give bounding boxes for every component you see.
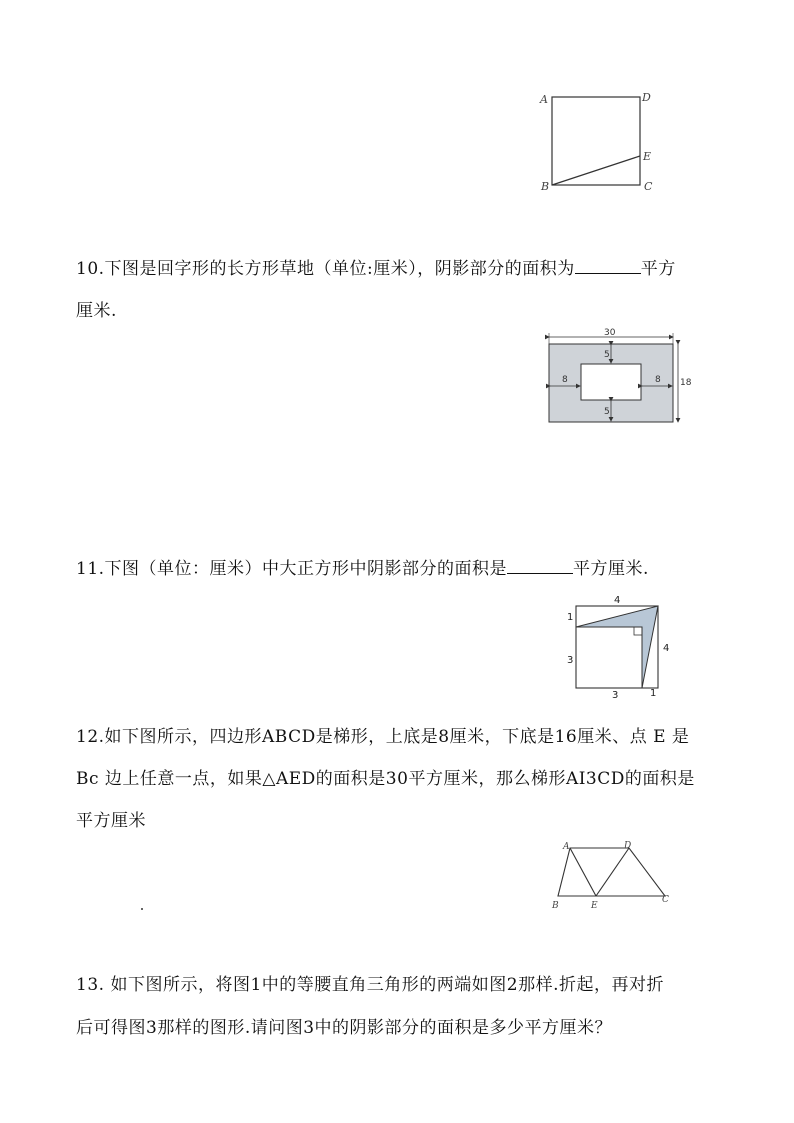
label-c: C: [662, 895, 669, 905]
label-top: 4: [614, 595, 621, 606]
question-12-line-1: 12.如下图所示，四边形ABCD是梯形，上底是8厘米，下底是16厘米、点 E 是: [76, 727, 690, 747]
rectangle-frame-figure: [540, 326, 690, 428]
question-11-text-unit: 平方厘米.: [573, 559, 649, 579]
square-shaded-figure: [562, 592, 682, 702]
label-left: 3: [567, 655, 574, 666]
question-10-line-2: 厘米.: [76, 301, 117, 321]
label-b: B: [552, 901, 559, 911]
dim-width-label: 30: [604, 328, 616, 338]
question-12-line-2: Bc 边上任意一点，如果△AED的面积是30平方厘米，那么梯形AI3CD的面积是: [76, 769, 695, 789]
question-13-line-2: 后可得图3那样的图形.请问图3中的阴影部分的面积是多少平方厘米？: [76, 1018, 613, 1038]
question-13-line-1: 13. 如下图所示，将图1中的等腰直角三角形的两端如图2那样.折起，再对折: [76, 975, 664, 995]
label-bottom-right: 1: [650, 688, 657, 699]
stray-mark: [141, 908, 143, 910]
dim-left-label: 8: [562, 375, 568, 385]
label-c: C: [644, 180, 653, 193]
dim-top-label: 5: [604, 350, 610, 360]
label-right: 4: [663, 643, 670, 654]
label-d: D: [624, 841, 632, 851]
dim-right-label: 8: [655, 375, 661, 385]
dim-bottom-label: 5: [604, 407, 610, 417]
dim-height-label: 18: [680, 378, 692, 388]
question-10-text-unit: 平方: [640, 259, 676, 279]
question-10-text: 10.下图是回字形的长方形草地（单位:厘米），阴影部分的面积为: [76, 259, 575, 279]
question-10-line-1: [76, 254, 676, 279]
question-12-line-3: 平方厘米: [76, 811, 146, 831]
question-11-line: [76, 554, 649, 579]
label-left-top: 1: [567, 612, 574, 623]
question-11-text: 11.下图（单位：厘米）中大正方形中阴影部分的面积是: [76, 559, 508, 579]
trapezoid-figure: [545, 836, 675, 914]
label-a: A: [540, 93, 548, 106]
label-b: B: [541, 180, 550, 193]
square-abcd-figure: [536, 86, 660, 196]
label-a: A: [563, 842, 570, 852]
label-bottom: 3: [612, 690, 619, 701]
label-e: E: [643, 150, 652, 163]
label-e: E: [591, 901, 598, 911]
answer-blank-10[interactable]: [575, 259, 641, 274]
label-d: D: [642, 91, 651, 104]
answer-blank-11[interactable]: [507, 559, 573, 574]
